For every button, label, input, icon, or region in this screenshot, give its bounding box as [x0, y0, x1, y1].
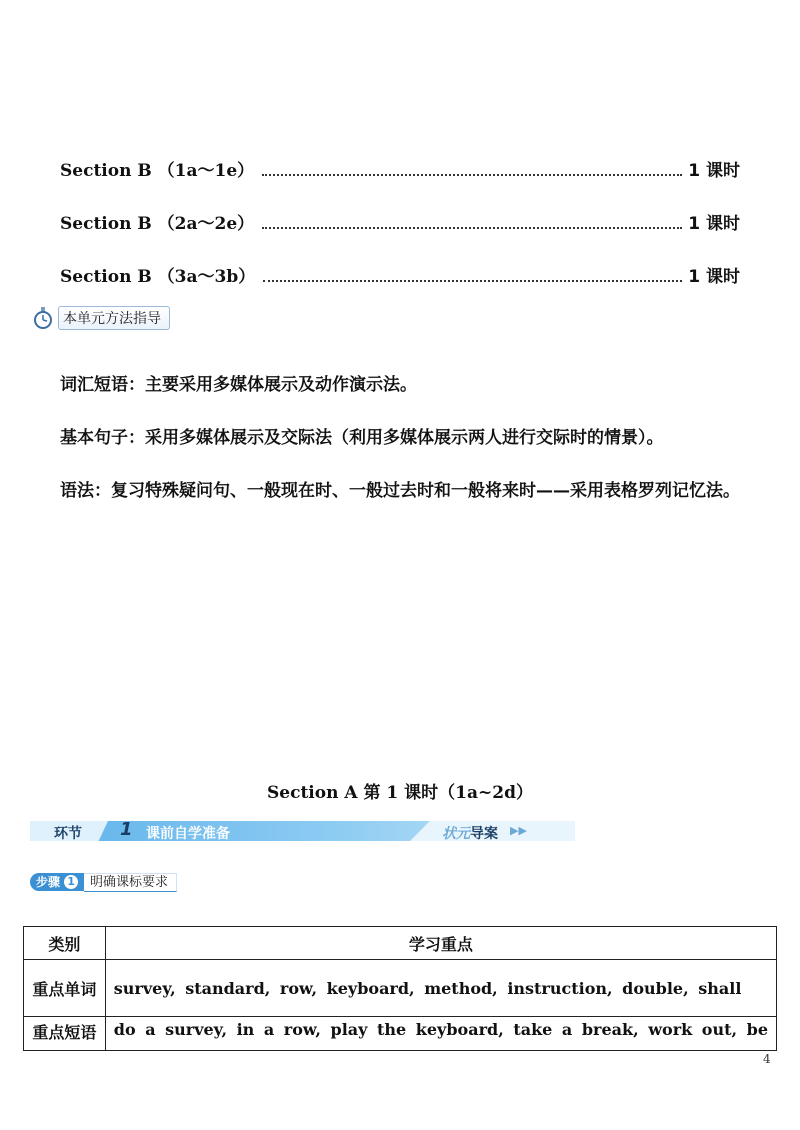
step-label	[30, 873, 177, 891]
table-cell-content: do a survey, in a row, play the keyboard, take a break, work out, be	[105, 1017, 776, 1051]
method-paragraph-sentences: 基本句子：采用多媒体展示及交际法（利用多媒体展示两人进行交际时的情景）。	[60, 428, 664, 448]
toc-hours: 1 课时	[688, 214, 740, 234]
toc-leader-dots	[262, 227, 682, 229]
table-row	[24, 960, 777, 1017]
double-arrow-icon: ▶▶	[510, 824, 527, 837]
table-cell-category: 重点单词	[24, 960, 106, 1017]
method-paragraph-grammar: 语法：复习特殊疑问句、一般现在时、一般过去时和一般将来时——采用表格罗列记忆法。	[60, 481, 740, 501]
banner-guide-label: 导案	[470, 826, 498, 842]
table-cell-content: survey, standard, row, keyboard, method, instruction, double, shall	[105, 960, 776, 1017]
table-header-focus: 学习重点	[105, 927, 776, 960]
table-row	[24, 1017, 777, 1051]
banner-title: 课前自学准备	[146, 826, 230, 842]
method-heading-text: 本单元方法指导	[58, 306, 170, 330]
banner-tab-label: 环节	[54, 826, 82, 842]
toc-label: Section B （1a～1e）	[60, 161, 255, 181]
toc-row	[60, 208, 740, 234]
table-cell-category: 重点短语	[24, 1017, 106, 1051]
table-header-category: 类别	[24, 927, 106, 960]
toc-row	[60, 261, 740, 287]
step-title: 明确课标要求	[84, 873, 177, 892]
step-number: 1	[64, 875, 78, 889]
toc-leader-dots	[262, 174, 682, 176]
toc-leader-dots	[263, 280, 682, 282]
section-banner	[30, 821, 575, 841]
method-paragraph-vocabulary: 词汇短语：主要采用多媒体展示及动作演示法。	[60, 375, 417, 395]
toc-hours: 1 课时	[688, 161, 740, 181]
step-pill-text: 步骤	[36, 875, 61, 889]
banner-number: 1	[120, 819, 133, 840]
method-heading	[32, 306, 170, 330]
clock-icon	[32, 307, 54, 329]
page-number: 4	[763, 1052, 771, 1066]
table-header-row	[24, 927, 777, 960]
lesson-title: Section A 第 1 课时（1a~2d）	[267, 783, 533, 803]
step-pill	[30, 873, 84, 891]
toc-label: Section B （2a～2e）	[60, 214, 255, 234]
banner-guide-prefix: 状元	[442, 826, 470, 842]
toc-label: Section B （3a～3b）	[60, 267, 256, 287]
toc-hours: 1 课时	[688, 267, 740, 287]
toc-row	[60, 155, 740, 181]
learning-focus-table	[23, 926, 777, 1051]
